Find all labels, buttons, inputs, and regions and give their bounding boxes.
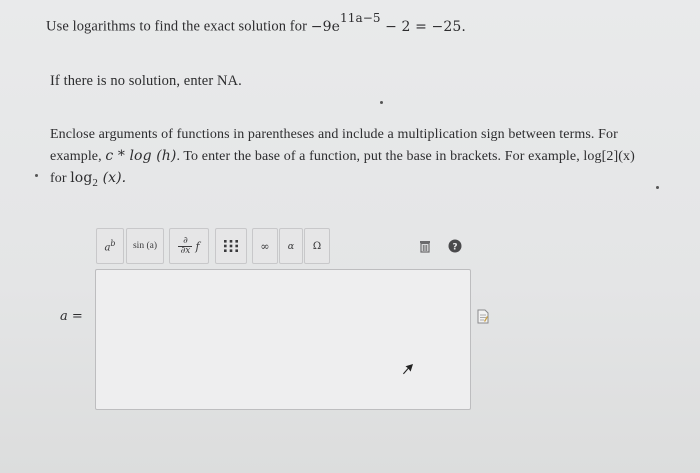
question-equation: $-9e^{11a-5} - 2 = -25$. [310, 11, 466, 35]
alpha-button[interactable]: α [279, 228, 303, 264]
example-formula: c * log (h) [105, 148, 177, 164]
submission-status[interactable] [477, 309, 489, 328]
derivative-button[interactable]: ∂ ∂x f [169, 228, 209, 264]
stray-dot [380, 101, 383, 104]
help-button[interactable] [444, 228, 466, 264]
no-solution-note: If there is no solution, enter NA. [50, 73, 242, 89]
math-toolbar [96, 228, 470, 264]
help-icon [448, 239, 462, 253]
stray-dot [35, 174, 38, 177]
instructions-line-3: for $\log_2 (x)$. [50, 170, 127, 189]
instructions-line-1: Enclose arguments of functions in parentheses and include a multiplication sign between terms. For [50, 127, 618, 142]
question-text [46, 11, 466, 36]
delete-button[interactable] [414, 228, 436, 264]
stray-dot [656, 186, 659, 189]
document-edit-icon [477, 309, 489, 324]
answer-input[interactable] [95, 269, 471, 410]
power-button[interactable]: $a^b$ [96, 228, 124, 264]
trash-icon [419, 240, 431, 253]
mouse-pointer-icon [402, 360, 414, 379]
instructions-line-2: example, c * log (h). To enter the base of a function, put the base in brackets. For example, log[2](x) [50, 148, 635, 164]
matrix-icon [223, 239, 239, 253]
omega-button[interactable]: Ω [304, 228, 330, 264]
matrix-button[interactable] [215, 228, 247, 264]
infinity-button[interactable]: ∞ [252, 228, 278, 264]
question-prefix: Use logarithms to find the exact solution for [46, 18, 308, 35]
answer-variable-label: a = [60, 309, 83, 324]
sin-button[interactable]: sin (a) [126, 228, 164, 264]
svg-text:?: ? [452, 242, 458, 253]
